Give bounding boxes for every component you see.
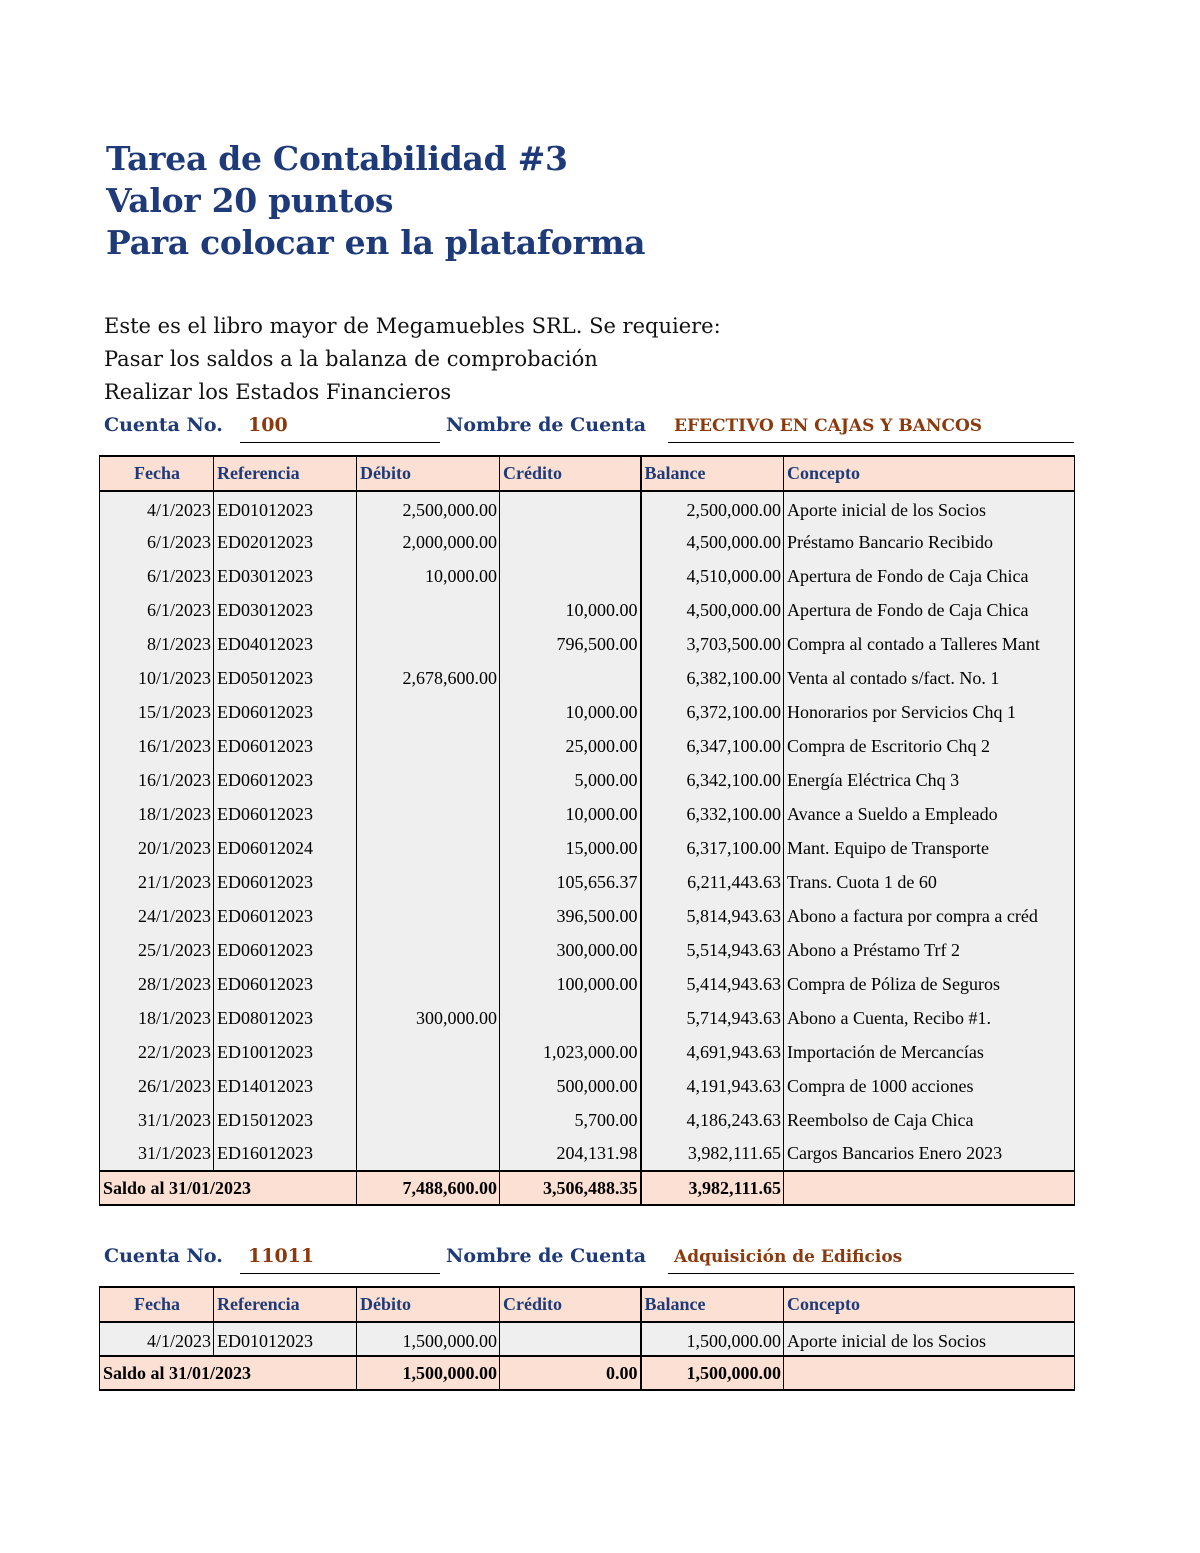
cell-concepto: Energía Eléctrica Chq 3	[784, 763, 1075, 797]
ledger-row	[100, 933, 1075, 967]
cell-referencia: ED04012023	[214, 627, 357, 661]
header-credito: Crédito	[500, 456, 641, 491]
total-credito: 0.00	[500, 1356, 641, 1390]
account-number: 100	[248, 414, 288, 436]
cell-balance: 6,382,100.00	[641, 661, 784, 695]
cell-debito	[357, 627, 500, 661]
cell-concepto: Honorarios por Servicios Chq 1	[784, 695, 1075, 729]
cell-debito: 10,000.00	[357, 559, 500, 593]
total-concepto	[784, 1356, 1075, 1390]
cell-fecha: 26/1/2023	[100, 1069, 214, 1103]
cell-referencia: ED06012023	[214, 695, 357, 729]
cell-debito	[357, 1069, 500, 1103]
cell-referencia: ED14012023	[214, 1069, 357, 1103]
ledger-row	[100, 831, 1075, 865]
cell-debito	[357, 797, 500, 831]
cell-fecha: 22/1/2023	[100, 1035, 214, 1069]
cell-balance: 4,500,000.00	[641, 525, 784, 559]
cell-balance: 6,372,100.00	[641, 695, 784, 729]
cell-debito	[357, 967, 500, 1001]
account-name: Adquisición de Edificios	[674, 1247, 903, 1267]
total-label: Saldo al 31/01/2023	[100, 1356, 357, 1390]
ledger-row	[100, 695, 1075, 729]
ledger-total-row	[100, 1356, 1075, 1390]
cell-concepto: Mant. Equipo de Transporte	[784, 831, 1075, 865]
cell-referencia: ED01012023	[214, 1322, 357, 1356]
intro-line: Este es el libro mayor de Megamuebles SRL. Se requiere:	[104, 314, 721, 338]
cell-debito	[357, 933, 500, 967]
ledger-row	[100, 967, 1075, 1001]
cell-fecha: 16/1/2023	[100, 729, 214, 763]
cell-balance: 6,211,443.63	[641, 865, 784, 899]
cell-concepto: Abono a Préstamo Trf 2	[784, 933, 1075, 967]
cell-credito: 796,500.00	[500, 627, 641, 661]
total-debito: 7,488,600.00	[357, 1171, 500, 1205]
cell-fecha: 31/1/2023	[100, 1137, 214, 1171]
cell-fecha: 10/1/2023	[100, 661, 214, 695]
cell-balance: 4,191,943.63	[641, 1069, 784, 1103]
cell-referencia: ED06012024	[214, 831, 357, 865]
header-concepto: Concepto	[784, 1287, 1075, 1322]
ledger-row	[100, 1103, 1075, 1137]
cell-credito: 10,000.00	[500, 797, 641, 831]
cell-debito: 2,500,000.00	[357, 491, 500, 525]
cell-credito	[500, 661, 641, 695]
account-header	[104, 414, 1074, 444]
cell-fecha: 4/1/2023	[100, 1322, 214, 1356]
document-title: Tarea de Contabilidad #3	[106, 139, 568, 178]
cell-referencia: ED06012023	[214, 933, 357, 967]
cell-debito	[357, 899, 500, 933]
cell-balance: 5,714,943.63	[641, 1001, 784, 1035]
intro-text	[104, 310, 721, 409]
ledger-row	[100, 1069, 1075, 1103]
account-name-underline	[668, 442, 1074, 443]
cell-debito	[357, 831, 500, 865]
cell-debito	[357, 763, 500, 797]
cell-credito: 300,000.00	[500, 933, 641, 967]
cell-referencia: ED03012023	[214, 593, 357, 627]
cell-balance: 1,500,000.00	[641, 1322, 784, 1356]
ledger-row	[100, 899, 1075, 933]
cell-balance: 6,332,100.00	[641, 797, 784, 831]
cell-concepto: Apertura de Fondo de Caja Chica	[784, 559, 1075, 593]
cell-fecha: 18/1/2023	[100, 797, 214, 831]
ledger-row	[100, 1137, 1075, 1171]
cell-credito: 10,000.00	[500, 695, 641, 729]
cell-fecha: 15/1/2023	[100, 695, 214, 729]
cell-fecha: 16/1/2023	[100, 763, 214, 797]
document-instruction: Para colocar en la plataforma	[106, 223, 646, 262]
cell-referencia: ED06012023	[214, 899, 357, 933]
cell-referencia: ED05012023	[214, 661, 357, 695]
cell-credito: 10,000.00	[500, 593, 641, 627]
cell-concepto: Abono a Cuenta, Recibo #1.	[784, 1001, 1075, 1035]
cell-debito	[357, 695, 500, 729]
cell-credito: 100,000.00	[500, 967, 641, 1001]
cell-fecha: 4/1/2023	[100, 491, 214, 525]
cell-balance: 4,510,000.00	[641, 559, 784, 593]
cell-concepto: Trans. Cuota 1 de 60	[784, 865, 1075, 899]
header-balance: Balance	[641, 456, 784, 491]
cell-credito: 1,023,000.00	[500, 1035, 641, 1069]
cell-debito: 2,000,000.00	[357, 525, 500, 559]
cell-debito	[357, 1137, 500, 1171]
cell-fecha: 31/1/2023	[100, 1103, 214, 1137]
cell-fecha: 18/1/2023	[100, 1001, 214, 1035]
cell-balance: 6,347,100.00	[641, 729, 784, 763]
ledger-header-row	[100, 456, 1075, 491]
total-debito: 1,500,000.00	[357, 1356, 500, 1390]
total-label: Saldo al 31/01/2023	[100, 1171, 357, 1205]
header-debito: Débito	[357, 456, 500, 491]
cell-credito	[500, 559, 641, 593]
cell-credito	[500, 1001, 641, 1035]
ledger-row	[100, 1322, 1075, 1356]
cell-debito	[357, 593, 500, 627]
cell-referencia: ED06012023	[214, 797, 357, 831]
document-title-block	[106, 138, 645, 264]
cell-credito: 105,656.37	[500, 865, 641, 899]
account-name-label: Nombre de Cuenta	[446, 1245, 647, 1267]
account-header	[104, 1245, 1074, 1275]
header-referencia: Referencia	[214, 456, 357, 491]
cell-referencia: ED06012023	[214, 967, 357, 1001]
cell-credito	[500, 525, 641, 559]
account-name-label: Nombre de Cuenta	[446, 414, 647, 436]
cell-fecha: 25/1/2023	[100, 933, 214, 967]
cell-referencia: ED06012023	[214, 763, 357, 797]
ledger-row	[100, 525, 1075, 559]
cell-balance: 5,414,943.63	[641, 967, 784, 1001]
account-name: EFECTIVO EN CAJAS Y BANCOS	[674, 416, 983, 436]
total-credito: 3,506,488.35	[500, 1171, 641, 1205]
cell-debito: 1,500,000.00	[357, 1322, 500, 1356]
cell-concepto: Compra de Escritorio Chq 2	[784, 729, 1075, 763]
cell-balance: 3,703,500.00	[641, 627, 784, 661]
ledger-row	[100, 661, 1075, 695]
cell-credito	[500, 1322, 641, 1356]
cell-referencia: ED01012023	[214, 491, 357, 525]
ledger-total-row	[100, 1171, 1075, 1205]
ledger-row	[100, 627, 1075, 661]
cell-balance: 5,514,943.63	[641, 933, 784, 967]
cell-fecha: 8/1/2023	[100, 627, 214, 661]
cell-referencia: ED02012023	[214, 525, 357, 559]
cell-fecha: 24/1/2023	[100, 899, 214, 933]
cell-balance: 4,186,243.63	[641, 1103, 784, 1137]
intro-line: Pasar los saldos a la balanza de comprobación	[104, 347, 598, 371]
header-referencia: Referencia	[214, 1287, 357, 1322]
cell-debito	[357, 1103, 500, 1137]
cell-credito: 25,000.00	[500, 729, 641, 763]
cell-concepto: Reembolso de Caja Chica	[784, 1103, 1075, 1137]
ledger-row	[100, 593, 1075, 627]
cell-credito: 5,700.00	[500, 1103, 641, 1137]
ledger-header-row	[100, 1287, 1075, 1322]
total-balance: 3,982,111.65	[641, 1171, 784, 1205]
cell-referencia: ED15012023	[214, 1103, 357, 1137]
cell-debito	[357, 865, 500, 899]
cell-credito: 204,131.98	[500, 1137, 641, 1171]
ledger-row	[100, 729, 1075, 763]
ledger-table	[99, 1286, 1075, 1391]
total-balance: 1,500,000.00	[641, 1356, 784, 1390]
account-number-label: Cuenta No.	[104, 414, 223, 436]
account-number-underline	[240, 1273, 440, 1274]
cell-concepto: Compra al contado a Talleres Mant	[784, 627, 1075, 661]
cell-fecha: 20/1/2023	[100, 831, 214, 865]
account-number-label: Cuenta No.	[104, 1245, 223, 1267]
cell-debito	[357, 1035, 500, 1069]
header-fecha: Fecha	[100, 1287, 214, 1322]
ledger-row	[100, 559, 1075, 593]
header-concepto: Concepto	[784, 456, 1075, 491]
ledger-row	[100, 1035, 1075, 1069]
cell-concepto: Avance a Sueldo a Empleado	[784, 797, 1075, 831]
cell-credito: 5,000.00	[500, 763, 641, 797]
cell-balance: 6,317,100.00	[641, 831, 784, 865]
cell-credito: 396,500.00	[500, 899, 641, 933]
header-debito: Débito	[357, 1287, 500, 1322]
cell-referencia: ED08012023	[214, 1001, 357, 1035]
cell-balance: 6,342,100.00	[641, 763, 784, 797]
cell-referencia: ED03012023	[214, 559, 357, 593]
ledger-row	[100, 1001, 1075, 1035]
ledger-row	[100, 797, 1075, 831]
cell-concepto: Aporte inicial de los Socios	[784, 491, 1075, 525]
cell-concepto: Abono a factura por compra a créd	[784, 899, 1075, 933]
header-credito: Crédito	[500, 1287, 641, 1322]
account-number-underline	[240, 442, 440, 443]
cell-balance: 4,691,943.63	[641, 1035, 784, 1069]
cell-concepto: Importación de Mercancías	[784, 1035, 1075, 1069]
cell-referencia: ED16012023	[214, 1137, 357, 1171]
cell-fecha: 21/1/2023	[100, 865, 214, 899]
cell-fecha: 28/1/2023	[100, 967, 214, 1001]
cell-balance: 5,814,943.63	[641, 899, 784, 933]
header-fecha: Fecha	[100, 456, 214, 491]
cell-fecha: 6/1/2023	[100, 525, 214, 559]
document-value: Valor 20 puntos	[106, 181, 394, 220]
cell-credito	[500, 491, 641, 525]
header-balance: Balance	[641, 1287, 784, 1322]
ledger-row	[100, 491, 1075, 525]
cell-concepto: Aporte inicial de los Socios	[784, 1322, 1075, 1356]
cell-debito: 300,000.00	[357, 1001, 500, 1035]
cell-credito: 15,000.00	[500, 831, 641, 865]
cell-concepto: Venta al contado s/fact. No. 1	[784, 661, 1075, 695]
account-number: 11011	[248, 1245, 315, 1267]
ledger-row	[100, 865, 1075, 899]
total-concepto	[784, 1171, 1075, 1205]
cell-concepto: Cargos Bancarios Enero 2023	[784, 1137, 1075, 1171]
ledger-row	[100, 763, 1075, 797]
cell-referencia: ED10012023	[214, 1035, 357, 1069]
cell-concepto: Apertura de Fondo de Caja Chica	[784, 593, 1075, 627]
cell-concepto: Compra de Póliza de Seguros	[784, 967, 1075, 1001]
intro-line: Realizar los Estados Financieros	[104, 380, 452, 404]
cell-credito: 500,000.00	[500, 1069, 641, 1103]
cell-balance: 2,500,000.00	[641, 491, 784, 525]
cell-fecha: 6/1/2023	[100, 593, 214, 627]
cell-concepto: Compra de 1000 acciones	[784, 1069, 1075, 1103]
cell-referencia: ED06012023	[214, 729, 357, 763]
ledger-table	[99, 455, 1075, 1206]
cell-fecha: 6/1/2023	[100, 559, 214, 593]
account-name-underline	[668, 1273, 1074, 1274]
cell-balance: 4,500,000.00	[641, 593, 784, 627]
cell-referencia: ED06012023	[214, 865, 357, 899]
cell-debito: 2,678,600.00	[357, 661, 500, 695]
cell-debito	[357, 729, 500, 763]
cell-concepto: Préstamo Bancario Recibido	[784, 525, 1075, 559]
cell-balance: 3,982,111.65	[641, 1137, 784, 1171]
